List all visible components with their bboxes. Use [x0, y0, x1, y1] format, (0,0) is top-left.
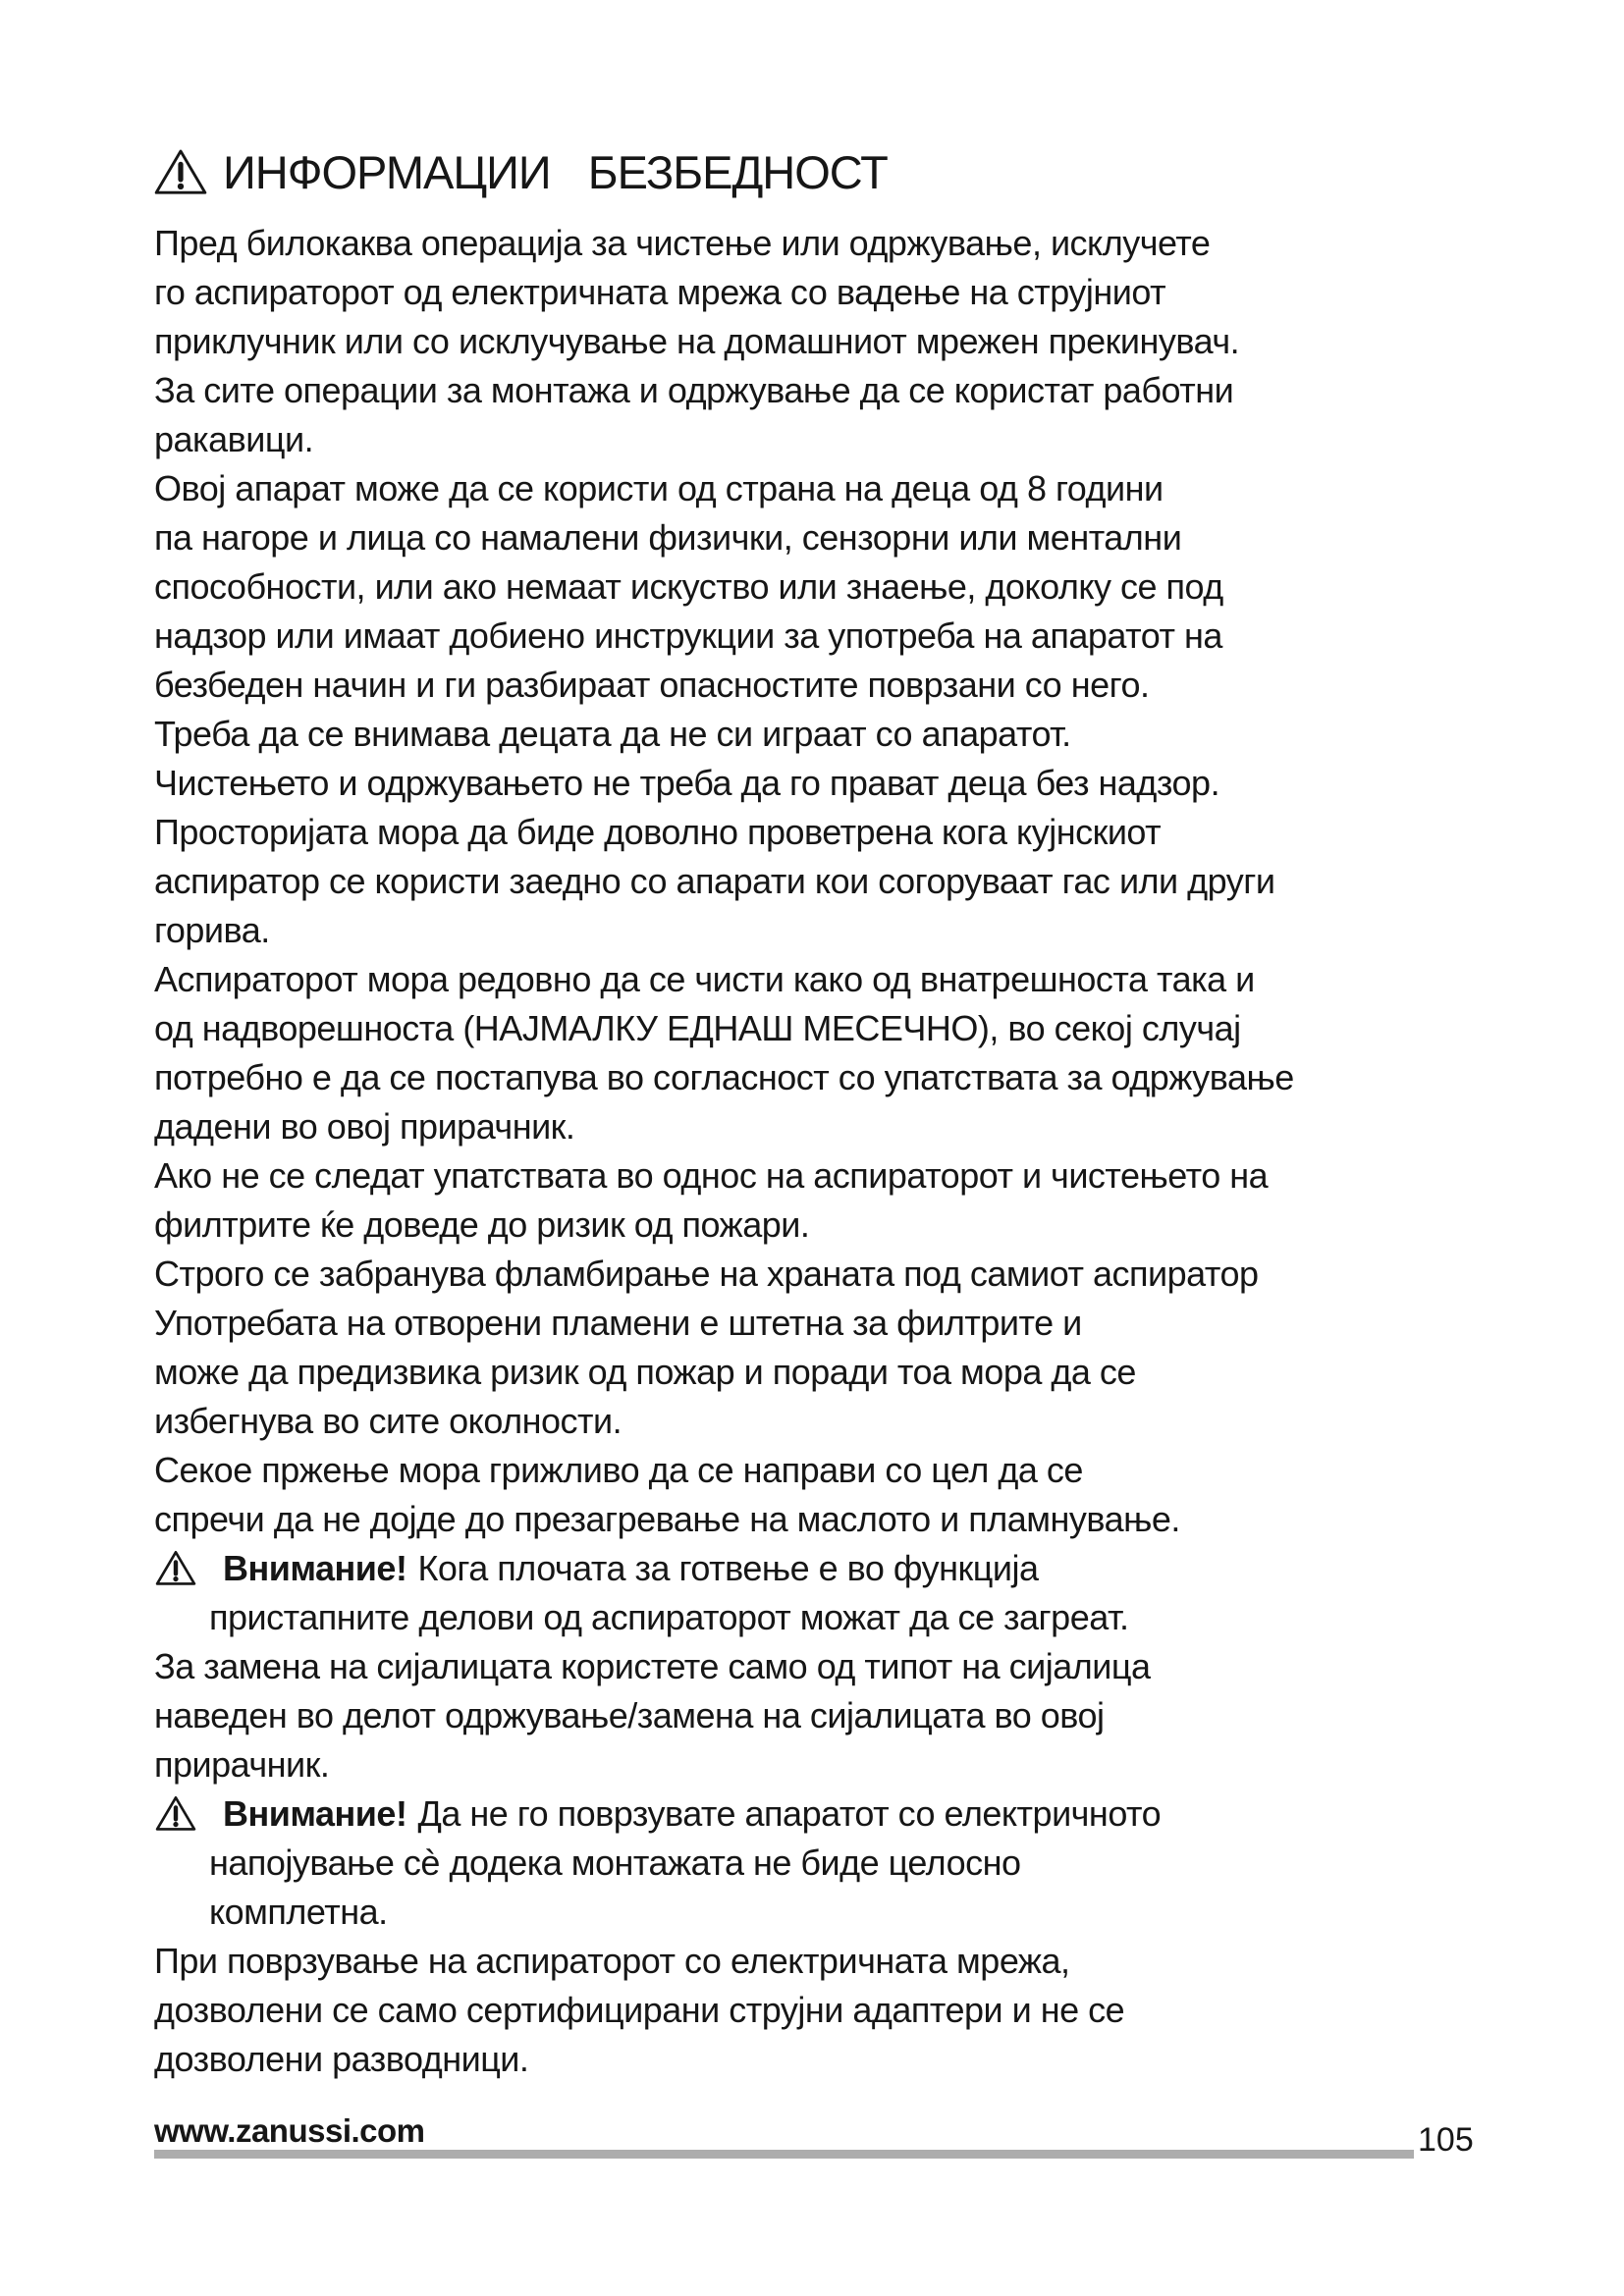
text-line: За замена на сијалицата користете само од типот на сијалица	[154, 1646, 1151, 1686]
text-line: прирачник.	[154, 1744, 330, 1785]
text-line: Овој апарат може да се користи од страна на деца од 8 години	[154, 468, 1164, 508]
text-line: го аспираторот од електричната мрежа со вадење на струјниот	[154, 272, 1166, 312]
warning-paragraph	[154, 1789, 1529, 1937]
text-line: Просторијата мора да биде доволно проветрена кога кујнскиот	[154, 812, 1162, 852]
text-line: ракавици.	[154, 419, 314, 459]
paragraph	[154, 366, 1529, 464]
paragraph	[154, 1151, 1529, 1250]
paragraph	[154, 1937, 1529, 2084]
warning-label: Внимание!	[223, 1793, 407, 1834]
text-line: Пред билокаква операција за чистење или одржување, исклучете	[154, 223, 1211, 263]
paragraph	[154, 808, 1529, 955]
document-body	[154, 219, 1529, 2084]
text-line	[154, 1544, 1529, 1593]
paragraph	[154, 710, 1529, 759]
text-line: Строго се забранува фламбирање на храната под самиот аспиратор	[154, 1254, 1259, 1294]
text-line: Аспираторот мора редовно да се чисти како од внатрешноста така и	[154, 959, 1255, 999]
text-line: Секое пржење мора грижливо да се направи со цел да се	[154, 1450, 1083, 1490]
text-line: напојување сè додека монтажата не биде целосно	[209, 1842, 1021, 1883]
warning-paragraph	[154, 1544, 1529, 1642]
text-line: комплетна.	[209, 1892, 388, 1932]
text-line: горива.	[154, 910, 270, 950]
warning-triangle-icon	[152, 147, 209, 198]
text-line: надзор или имаат добиено инструкции за употреба на апаратот на	[154, 615, 1222, 656]
text-line: аспиратор се користи заедно со апарати кои согоруваат гас или други	[154, 861, 1275, 901]
text-line: способности, или ако немаат искуство или знаење, доколку се под	[154, 566, 1223, 607]
page-title: ИНФОРМАЦИИ БЕЗБЕДНОСТ	[223, 146, 888, 198]
text-line: дадени во овој прирачник.	[154, 1106, 575, 1147]
paragraph	[154, 1299, 1529, 1446]
text-line: Употребата на отворени пламени е штетна за филтрите и	[154, 1303, 1082, 1343]
page-number: 105	[1418, 2121, 1474, 2159]
warning-label: Внимание!	[223, 1548, 407, 1588]
warning-triangle-icon	[154, 1794, 197, 1834]
paragraph	[154, 1250, 1529, 1299]
text-line: Ако не се следат упатствата во однос на аспираторот и чистењето на	[154, 1155, 1269, 1196]
warning-triangle-icon	[154, 1549, 197, 1588]
text-line: приклучник или со исклучување на домашниот мрежен прекинувач.	[154, 321, 1240, 361]
paragraph	[154, 1642, 1529, 1789]
paragraph	[154, 219, 1529, 366]
text-line: избегнува во сите околности.	[154, 1401, 623, 1441]
text-line: дозволени се само сертифицирани струјни адаптери и не се	[154, 1990, 1125, 2030]
text-line: пристапните делови од аспираторот можат да се загреат.	[209, 1597, 1129, 1637]
text-line: Чистењето и одржувањето не треба да го прават деца без надзор.	[154, 763, 1220, 803]
warning-text: Кога плочата за готвење е во функција	[417, 1548, 1039, 1588]
text-line: филтрите ќе доведе до ризик од пожари.	[154, 1204, 810, 1245]
warning-text: Да не го поврзувате апаратот со електричното	[417, 1793, 1162, 1834]
text-line: па нагоре и лица со намалени физички, сензорни или ментални	[154, 517, 1182, 558]
text-line: дозволени разводници.	[154, 2039, 529, 2079]
paragraph	[154, 1446, 1529, 1544]
text-line: може да предизвика ризик од пожар и поради тоа мора да се	[154, 1352, 1136, 1392]
text-line: од надворешноста (НАЈМАЛКУ ЕДНАШ МЕСЕЧНО), во секој случај	[154, 1008, 1241, 1048]
text-line: безбеден начин и ги разбираат опасностите поврзани со него.	[154, 665, 1150, 705]
text-line: наведен во делот одржување/замена на сијалицата во овој	[154, 1695, 1105, 1735]
paragraph	[154, 955, 1529, 1151]
text-line: потребно е да се постапува во согласност со упатствата за одржување	[154, 1057, 1294, 1097]
footer-website: www.zanussi.com	[154, 2112, 425, 2149]
text-line: Треба да се внимава децата да не си играат со апаратот.	[154, 714, 1071, 754]
text-line: спречи да не дојде до презагревање на маслото и пламнување.	[154, 1499, 1180, 1539]
text-line	[154, 1789, 1529, 1839]
footer-divider	[154, 2150, 1414, 2159]
section-heading	[152, 147, 888, 198]
paragraph	[154, 464, 1529, 710]
text-line: При поврзување на аспираторот со електричната мрежа,	[154, 1941, 1070, 1981]
paragraph	[154, 759, 1529, 808]
text-line: За сите операции за монтажа и одржување да се користат работни	[154, 370, 1234, 410]
